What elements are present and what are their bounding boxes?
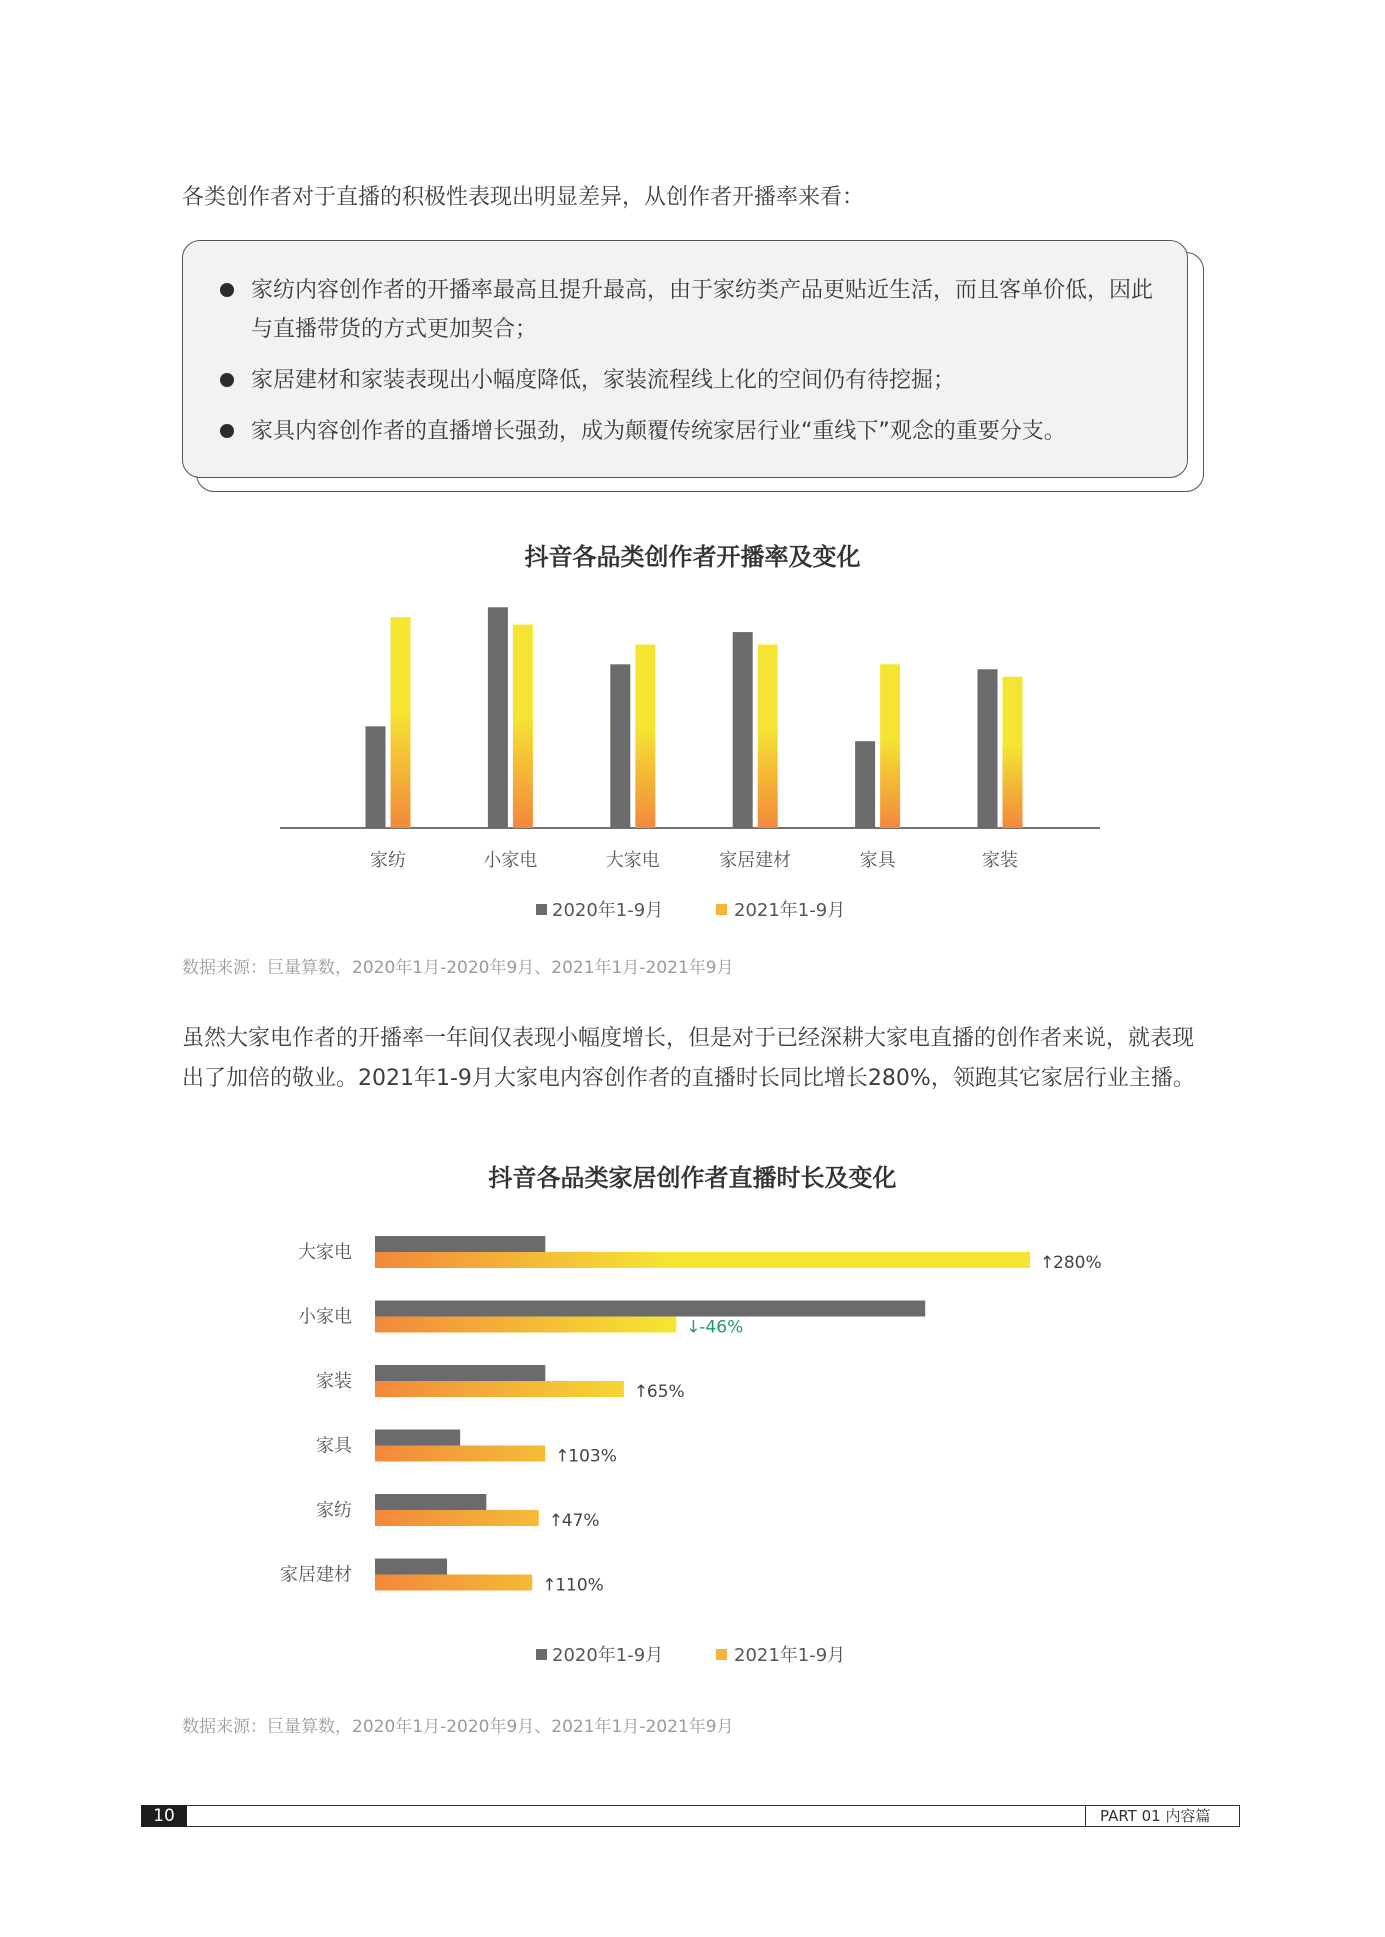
chart2-bar-2021: [375, 1381, 624, 1397]
chart1-title: 抖音各品类创作者开播率及变化: [524, 543, 861, 571]
chart1-category-label: 家居建材: [719, 850, 792, 871]
chart2-change-label: -46%: [699, 1317, 744, 1338]
chart2-bar-2020: [375, 1236, 545, 1252]
chart2-bar-2021: [375, 1317, 676, 1333]
chart2-change-label: 110%: [555, 1575, 604, 1596]
bullet-dot-icon: [220, 373, 234, 387]
bullet-dot-icon: [220, 283, 234, 297]
callout-box: [182, 240, 1188, 478]
chart2-bar-2021: [375, 1510, 539, 1526]
chart1-bar-2021: [880, 664, 900, 828]
chart2-category-label: 大家电: [298, 1242, 352, 1263]
chart1-bar-2020: [610, 664, 630, 828]
legend-label-2021: 2021年1-9月: [734, 1645, 846, 1666]
chart2-source: 数据来源：巨量算数，2020年1月-2020年9月、2021年1月-2021年9月: [182, 1717, 734, 1737]
chart2-category-label: 家具: [316, 1435, 352, 1457]
legend-swatch-2021: [716, 1649, 727, 1660]
chart2-category-label: 家装: [316, 1371, 352, 1392]
chart2-category-label: 小家电: [298, 1306, 352, 1328]
callout-bullet-text: 家居建材和家装表现出小幅度降低，家装流程线上化的空间仍有待挖掘；: [251, 368, 956, 393]
chart1-bar-2020: [978, 669, 998, 828]
chart2-category-label: 家居建材: [280, 1564, 352, 1586]
arrow-down-icon: ↓: [686, 1317, 701, 1338]
arrow-up-icon: ↑: [633, 1382, 649, 1402]
chart1-category-label: 家纺: [370, 850, 406, 871]
arrow-up-icon: ↑: [1040, 1253, 1055, 1273]
chart1-bar-2020: [855, 741, 875, 828]
chart2-bar-2021: [375, 1575, 532, 1591]
chart2-bar-2020: [375, 1559, 447, 1575]
legend-swatch-2021: [716, 904, 727, 915]
chart2-change-label: 103%: [568, 1446, 617, 1467]
part-label: PART 01 内容篇: [1085, 1805, 1240, 1827]
callout-list: [213, 271, 1157, 451]
chart1-bar-2021: [513, 625, 533, 828]
arrow-up-icon: ↑: [555, 1446, 570, 1467]
chart1-bar-2021: [635, 644, 655, 828]
chart2-change-label: 47%: [561, 1511, 600, 1531]
intro-paragraph: 各类创作者对于直播的积极性表现出明显差异，从创作者开播率来看：: [182, 185, 865, 210]
chart2-title: 抖音各品类家居创作者直播时长及变化: [488, 1164, 897, 1192]
body-paragraph: 虽然大家电作者的开播率一年间仅表现小幅度增长，但是对于已经深耕大家电直播的创作者来说，就表现出了加倍的敬业。2021年1-9月大家电内容创作者的直播时长同比增长280%，领跑其它家居行业主播。: [182, 1026, 1195, 1091]
chart1-bar-2021: [391, 617, 411, 828]
arrow-up-icon: ↑: [548, 1511, 563, 1531]
chart1-category-label: 家具: [859, 850, 896, 871]
chart2-bar-2020: [375, 1301, 925, 1317]
chart2-change-label: 280%: [1053, 1253, 1102, 1273]
legend-swatch-2020: [536, 904, 547, 915]
chart1-category-label: 大家电: [605, 850, 660, 871]
chart1-bar-2021: [1003, 677, 1023, 828]
chart1-category-label: 家装: [982, 850, 1018, 871]
callout-bullet-text: 家纺内容创作者的开播率最高且提升最高，由于家纺类产品更贴近生活，而且客单价低，因此与直播带货的方式更加契合；: [251, 278, 1154, 342]
callout-bullet: [213, 271, 1157, 349]
footer-bar: [141, 1805, 1240, 1827]
callout-bullet-text: 家具内容创作者的直播增长强劲，成为颠覆传统家居行业“重线下”观念的重要分支。: [251, 419, 1066, 444]
page-number: 10: [141, 1805, 187, 1827]
chart1-bar-2020: [366, 726, 386, 828]
legend-label-2020: 2020年1-9月: [552, 1645, 664, 1666]
chart2-bar-2020: [375, 1494, 486, 1510]
arrow-up-icon: ↑: [542, 1575, 557, 1596]
legend-label-2020: 2020年1-9月: [552, 900, 664, 921]
chart2-bar-2020: [375, 1430, 460, 1446]
chart1-svg: [0, 570, 1385, 970]
bullet-dot-icon: [220, 424, 234, 438]
chart1-category-label: 小家电: [483, 850, 538, 871]
callout-bullet: [213, 412, 1157, 451]
chart1-bar-2020: [488, 607, 508, 828]
chart2-svg: [0, 1210, 1385, 1680]
legend-swatch-2020: [536, 1649, 547, 1660]
chart1-bar-2020: [733, 632, 753, 828]
legend-label-2021: 2021年1-9月: [734, 900, 846, 921]
chart2-category-label: 家纺: [316, 1500, 352, 1521]
callout-bullet: [213, 361, 1157, 400]
chart2-bar-2020: [375, 1365, 545, 1381]
chart2-bar-2021: [375, 1446, 545, 1462]
chart2-change-label: 65%: [646, 1382, 685, 1402]
chart1-source: 数据来源：巨量算数，2020年1月-2020年9月、2021年1月-2021年9月: [182, 958, 734, 978]
chart2-bar-2021: [375, 1252, 1030, 1268]
chart1-bar-2021: [758, 644, 778, 828]
